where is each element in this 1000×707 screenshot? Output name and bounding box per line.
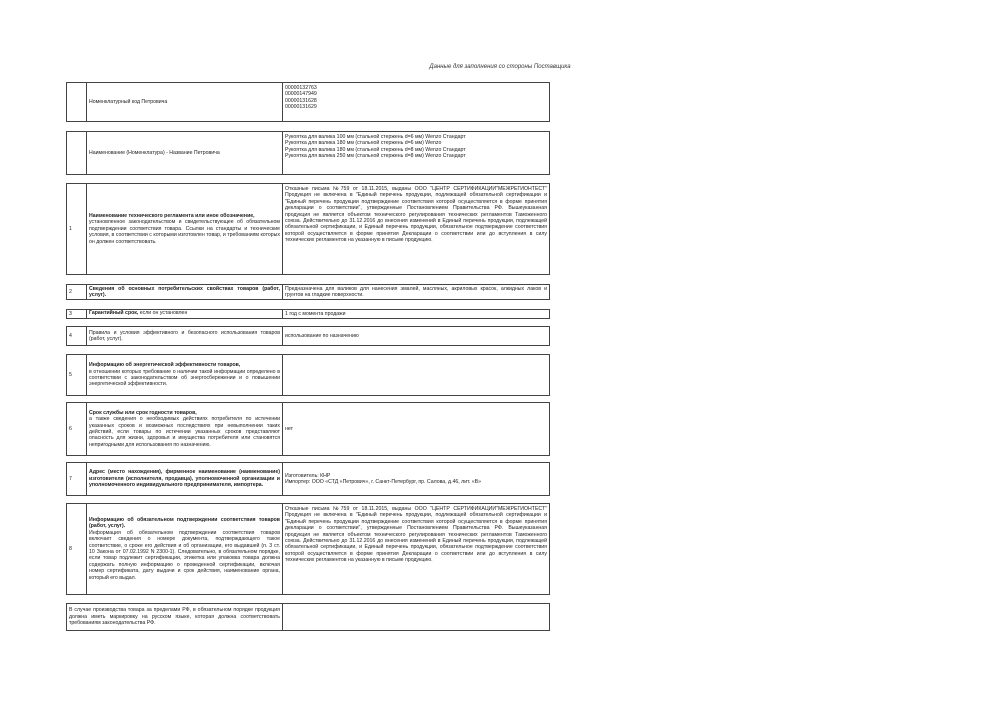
value-line: Рукоятка для валика 100 мм (стальной стержень d=6 мм) Wenzo Стандарт [285,134,466,140]
row-label-text: а также сведения о необходимых действиях потребителя по истечении указанных сроков и возможных последствиях при невыполнении таких действий, если товары по истечении указанных сроков представляют опасность для жизни, здоровья и имущества потребителя или становятся непригодными для использования по назначению. [89,416,280,448]
row-number: 7 [67,463,87,495]
row-value [283,132,549,174]
value-line: Рукоятка для валика 180 мм (стальной стержень d=8 мм) Wenzo Стандарт [285,146,466,153]
row-label [87,355,283,395]
row-value [283,327,549,345]
row-value [283,403,549,455]
row-value [283,463,549,495]
row-number: 2 [67,285,87,299]
value-text: Предназначена для валиков для нанесения эмалей, масляных, акриловых красок, алкидных лаков и грунтов на гладкие поверхности. [285,285,547,298]
row-label [87,184,283,274]
row-label-bold: Наименование технического регламента или иное обозначение, [89,212,255,219]
row-label-bold: Сведения об основных потребительских свойствах товаров (работ, услуг). [89,285,280,298]
value-text: Отказные письма №759 от 18.11.2015, выданы ООО "ЦЕНТР СЕРТИФИКАЦИИ"МЕЖРЕГИОНТЕСТ" Продукция не включена в "Единый перечень продукции, подлежащей обязательной сертификации и "Единый перечень продукции подтверждение соответствия которой осуществляется в форме принятия декларации о соответствии", утвержденные Постановлением Правительства РФ. Вышеуказанная продукция не является объектом технического регулирования технических регламентов Таможенного союза. Действительно до 31.12.2016 до внесения изменений в Единый перечень продукции, подлежащей обязательной сертификации, и Единый перечень продукции, обязательное подтверждение соответствия которой осуществляется в форме принятия Декларации о соответствии или до вступления в силу технических регламентов на указанную в письме продукцию. [285,186,547,244]
row-value [283,310,549,318]
row-number: 3 [67,310,87,318]
row-label-text: если он установлен [139,310,188,316]
value-text: Отказные письма №759 от 18.11.2015, выданы ООО "ЦЕНТР СЕРТИФИКАЦИИ"МЕЖРЕГИОНТЕСТ" Продукция не включена в "Единый перечень продукции, подлежащей обязательной сертификации и "Единый перечень продукции подтверждение соответствия которой осуществляется в форме принятия декларации о соответствии", утвержденные Постановлением Правительства РФ. Вышеуказанная продукция не является объектом технического регулирования технических регламентов Таможенного союза. Действительно до 31.12.2016 до внесения изменений в Единый перечень продукции, подлежащей обязательной сертификации, и Единый перечень продукции, обязательное подтверждение соответствия которой осуществляется в форме принятия Декларации о соответствии или до вступления в силу технических регламентов на указанную в письме продукцию. [285,506,547,564]
value-line: Рукоятка для валика 250 мм (стальной стержень d=8 мм) Wenzo Стандарт [285,153,466,160]
value-line: Изготовитель: КНР [285,472,331,479]
row-label-bold: Информацию об обязательном подтверждении соответствия товаров (работ, услуг). [89,516,280,530]
row-label [87,504,283,594]
row-value [283,184,549,274]
value-text: нет [285,425,293,432]
row-value [283,355,549,395]
row-number: 1 [67,184,87,274]
row-label-bold: Гарантийный срок, [89,310,139,316]
value-line: 00000132763 [285,85,317,91]
row-label [87,285,283,299]
row-label-bold: Адрес (место нахождения), фирменное наименование (наименование) изготовителя (исполнителя, продавца), уполномоченной организации и уполномоченного индивидуального предпринимателя, импортера. [89,469,280,489]
row-4-usage-rules [66,326,550,346]
row-3-warranty [66,309,550,319]
row-label-text: Информация об обязательном подтверждении соответствия товаров включает сведения о номере документа, подтверждающего такое соответствие, о сроке его действия и об организации, его выдавшей (п. 3 ст. 10 Закона от 07.02.1992 N 2300-1). Следовательно, в обязательном порядке, если товар подлежит сертификации, этикетка или упаковка товара должна содержать полную информацию о проведенной сертификации, включая номер сертификата, дату выдачи и срок действия, наименование органа, который его выдал. [89,529,280,581]
row-nomenclature-code [66,82,550,122]
value-text: 1 год с момента продажи [285,310,346,317]
row-value [283,604,549,630]
row-label [87,132,283,174]
row-label [87,463,283,495]
row-number [67,132,87,174]
row-label-text: Наименование (Номенклатура) - Название Петровича [89,149,220,156]
row-7-address [66,462,550,496]
row-8-mandatory-confirmation [66,503,550,595]
document-header: Данные для заполнения со стороны Поставщика [429,64,571,70]
row-label-text: Правила и условия эффективного и безопасного использования товаров (работ, услуг). [89,329,280,342]
row-label [87,327,283,345]
value-text: использование по назначению [285,332,359,339]
row-label-text: Номенклатурный код Петровича [89,98,168,105]
row-nomenclature-name [66,131,550,175]
row-label [87,310,283,318]
row-label [67,604,283,630]
value-line: 00000131629 [285,104,317,111]
row-label-text: в отношении которых требование о наличии такой информации определено в соответствии с законодательством об энергосбережении и о повышении энергетической эффективности. [89,368,280,388]
value-line: Импортер: ООО «СТД «Петрович», г. Санкт-Петербург, пр. Салова, д.46, лит. «В» [285,479,482,485]
row-number: 4 [67,327,87,345]
row-label [87,83,283,121]
row-5-energy-efficiency [66,354,550,396]
row-label-bold: Срок службы или срок годности товаров, [89,409,197,416]
row-label-text: В случае производства товара за пределами РФ, в обязательном порядке продукция должна иметь маркировку на русском языке, которая должна соответствовать требованиям законодательства РФ. [69,607,280,627]
row-6-service-life [66,402,550,456]
value-line: 00000147949 [285,91,317,98]
row-label-bold: Информацию об энергетической эффективности товаров, [89,362,241,369]
row-russian-labeling [66,603,550,631]
row-label [87,403,283,455]
row-number [67,83,87,121]
row-number: 8 [67,504,87,594]
row-value [283,83,549,121]
value-line: 00000131628 [285,97,317,104]
row-number: 5 [67,355,87,395]
row-1-technical-regulation [66,183,550,275]
value-line: Рукоятка для валика 180 мм (стальной стержень d=6 мм) Wenzo [285,140,442,147]
row-number: 6 [67,403,87,455]
row-value [283,285,549,299]
row-2-consumer-properties [66,284,550,300]
row-value [283,504,549,594]
row-label-text: установленное законодательством и свидетельствующее об обязательном подтверждении соответствия товара. Ссылки на стандарты и технические условия, в соответствии с которыми изготовлен товар, и требованиям которых он должен соответствовать. [89,219,280,245]
